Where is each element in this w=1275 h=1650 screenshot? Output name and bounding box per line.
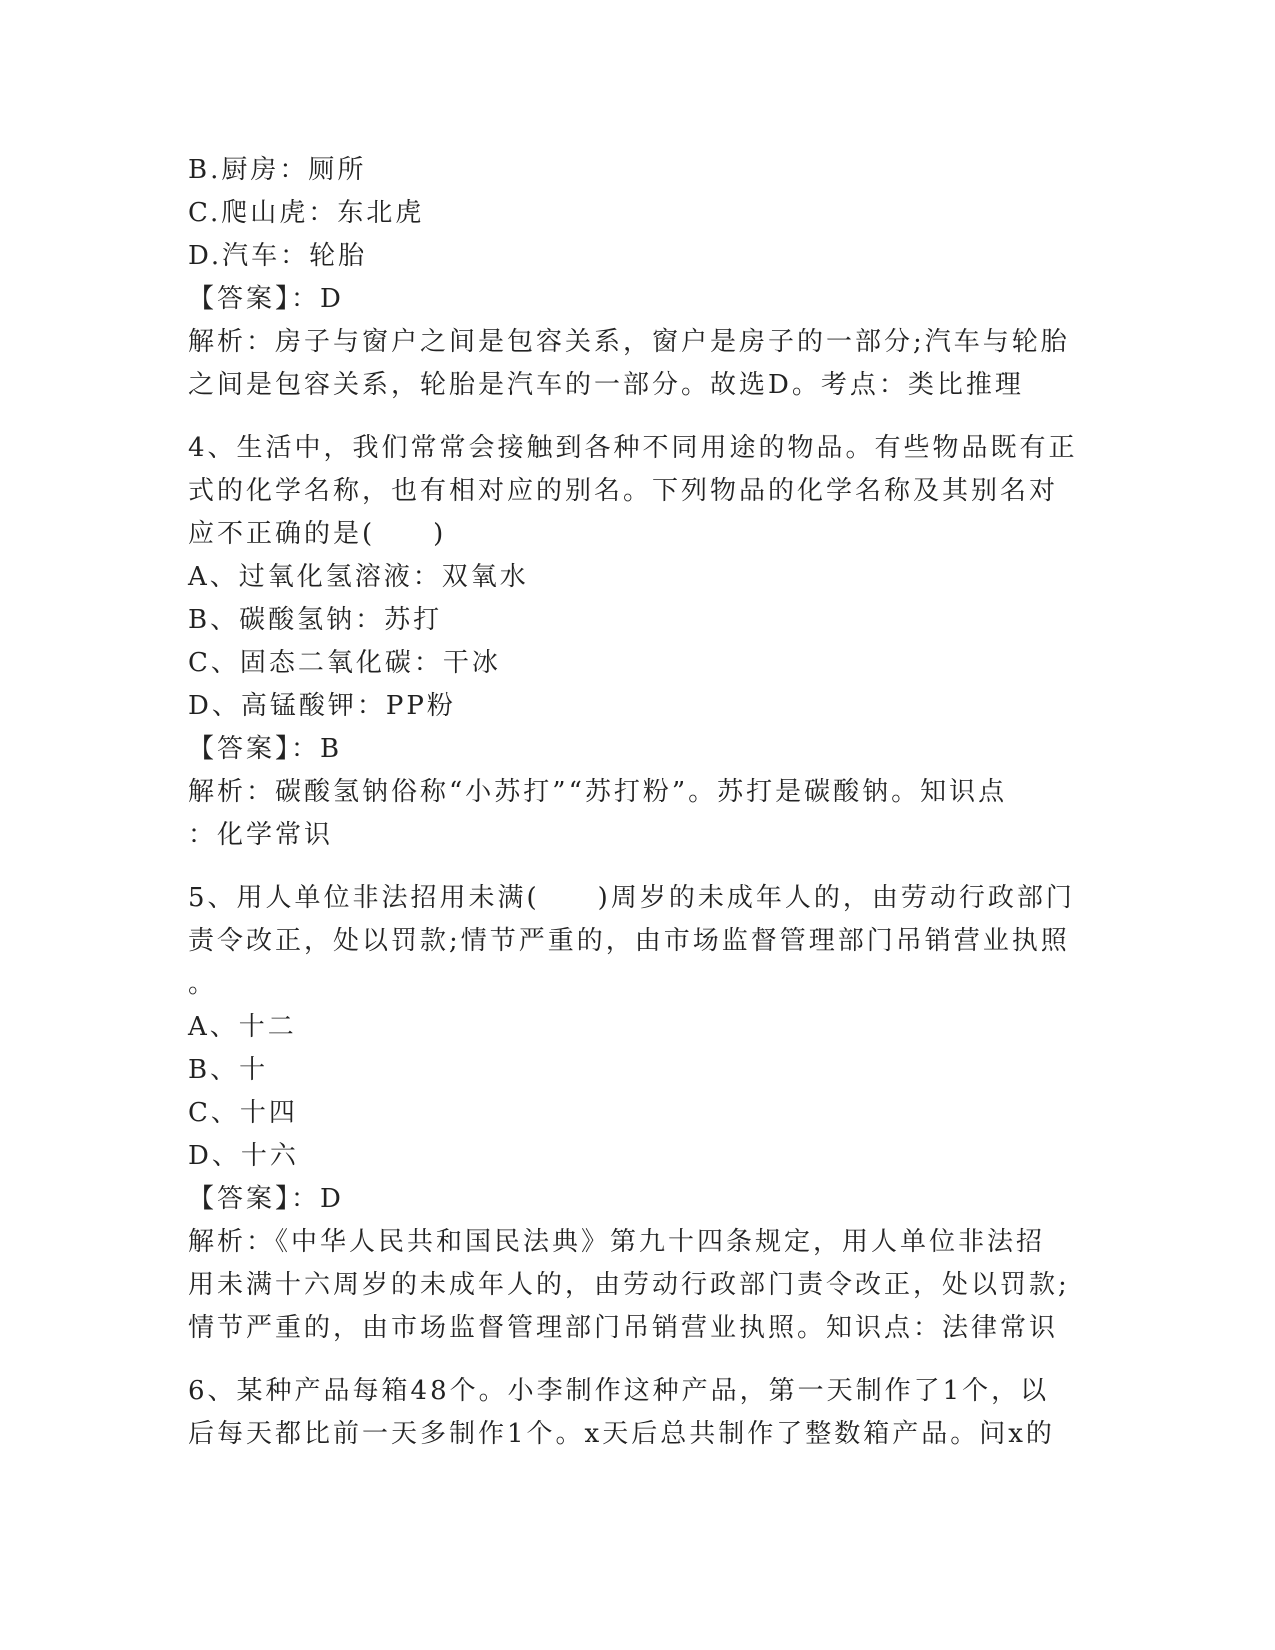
q5-answer: 【答案】：D (188, 1184, 344, 1214)
q3-option-c: C.爬山虎：东北虎 (188, 198, 425, 228)
document-body (188, 149, 1088, 1456)
q4-option-a: A、过氧化氢溶液：双氧水 (188, 562, 529, 592)
q5-option-d: D、十六 (188, 1141, 299, 1171)
q5-option-b: B、十 (188, 1055, 269, 1085)
question-5-block (188, 877, 1088, 1350)
q5-stem-line-2: 责令改正，处以罚款;情节严重的，由市场监督管理部门吊销营业执照 (188, 926, 1070, 956)
q5-analysis-line-1: 解析：《中华人民共和国民法典》第九十四条规定，用人单位非法招 (188, 1227, 1046, 1257)
q5-option-a: A、十二 (188, 1012, 297, 1042)
q4-stem-line-2: 式的化学名称，也有相对应的别名。下列物品的化学名称及其别名对 (188, 476, 1059, 506)
q3-analysis-line-1: 解析：房子与窗户之间是包容关系，窗户是房子的一部分;汽车与轮胎 (188, 327, 1070, 357)
q4-option-c: C、固态二氧化碳：干冰 (188, 648, 501, 678)
q3-option-d: D.汽车：轮胎 (188, 241, 368, 271)
question-6-block (188, 1370, 1088, 1456)
q4-analysis-line-2: ：化学常识 (188, 820, 334, 850)
q5-analysis-line-3: 情节严重的，由市场监督管理部门吊销营业执照。知识点：法律常识 (188, 1313, 1059, 1343)
q4-answer: 【答案】：B (188, 734, 343, 764)
q4-option-d: D、高锰酸钾：PP粉 (188, 691, 456, 721)
q4-stem-line-1: 4、生活中，我们常常会接触到各种不同用途的物品。有些物品既有正 (188, 433, 1078, 463)
q5-option-c: C、十四 (188, 1098, 298, 1128)
q4-analysis-line-1: 解析：碳酸氢钠俗称“小苏打”“苏打粉”。苏打是碳酸钠。知识点 (188, 777, 1008, 807)
q3-option-b: B.厨房：厕所 (188, 155, 367, 185)
q6-stem-line-1: 6、某种产品每箱48个。小李制作这种产品，第一天制作了1个，以 (188, 1376, 1050, 1406)
q3-analysis-line-2: 之间是包容关系，轮胎是汽车的一部分。故选D。考点：类比推理 (188, 370, 1024, 400)
q5-stem-line-1: 5、用人单位非法招用未满( )周岁的未成年人的，由劳动行政部门 (188, 883, 1075, 913)
q4-stem-line-3: 应不正确的是( ) (188, 519, 447, 549)
question-4-block (188, 427, 1088, 857)
q6-stem-line-2: 后每天都比前一天多制作1个。x天后总共制作了整数箱产品。问x的 (188, 1419, 1055, 1449)
q5-stem-line-3: 。 (188, 969, 218, 999)
q4-option-b: B、碳酸氢钠：苏打 (188, 605, 443, 635)
q3-answer: 【答案】：D (188, 284, 344, 314)
question-3-block (188, 149, 1088, 407)
q5-analysis-line-2: 用未满十六周岁的未成年人的，由劳动行政部门责令改正，处以罚款; (188, 1270, 1070, 1300)
